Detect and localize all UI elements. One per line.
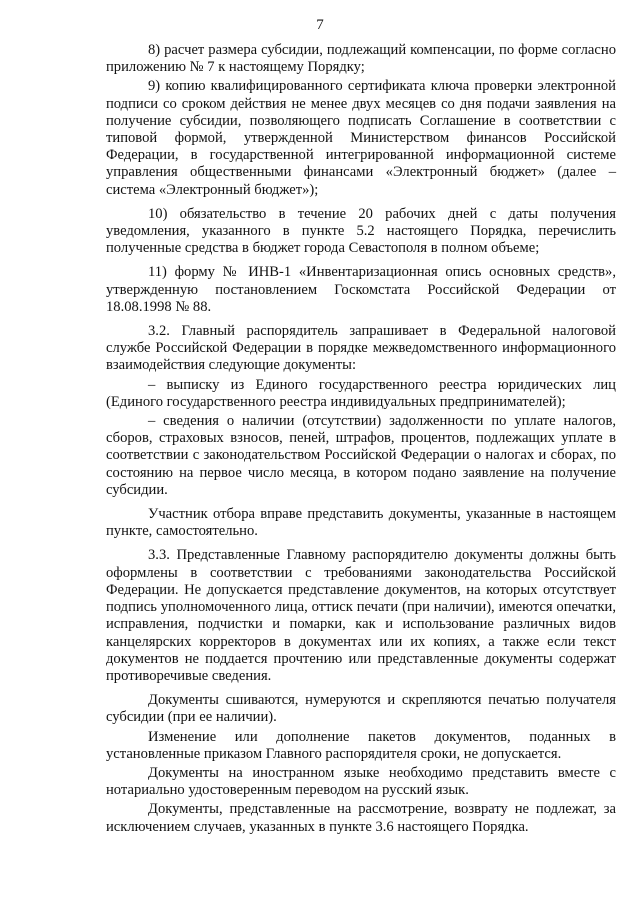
paragraph-section-3-3: 3.3. Представленные Главному распорядителю документы должны быть оформлены в соответствии с требованиями законодательства Российской Федерации. Не допускается представление документов, на которых отсутствует подпись уполномоченного лица, оттиск печати (при наличии), имеются опечатки, исправления, подчистки и помарки, как и использование различных видов канцелярских корректоров в документах или их копиях, а также если текст документов не поддается прочтению или представленные документы содержат противоречивые сведения.: [106, 547, 616, 684]
paragraph-section-3-2: 3.2. Главный распорядитель запрашивает в Федеральной налоговой службе Российской Федерации в порядке межведомственного информационного взаимодействия следующие документы:: [106, 323, 616, 374]
paragraph-item-8: 8) расчет размера субсидии, подлежащий компенсации, по форме согласно приложению № 7 к настоящему Порядку;: [106, 42, 616, 76]
paragraph-item-10: 10) обязательство в течение 20 рабочих дней с даты получения уведомления, указанного в пункте 5.2 настоящего Порядка, перечислить полученные средства в бюджет города Севастополя в полном объеме;: [106, 205, 616, 257]
paragraph-binding: Документы сшиваются, нумеруются и скрепляются печатью получателя субсидии (при ее наличии).: [106, 692, 616, 726]
paragraph-dash-debt-info: – сведения о наличии (отсутствии) задолженности по уплате налогов, сборов, страховых взносов, пеней, штрафов, процентов, подлежащих уплате в соответствии с законодательством Российской Федерации о налогах и сборах, по состоянию на первое число месяца, в котором подано заявление на получение субсидии.: [106, 413, 616, 498]
page-number: 7: [316, 17, 324, 33]
paragraph-item-9: 9) копию квалифицированного сертификата ключа проверки электронной подписи со сроком действия не менее двух месяцев со дня подачи заявления на получение субсидии, позволяющего подписать Соглашение в соответствии с типовой формой, утвержденной Министерством финансов Российской Федерации, в государственной интегрированной информационной системе управления общественными финансами «Электронный бюджет» (далее – система «Электронный бюджет»);: [106, 78, 616, 198]
document-body: [106, 42, 616, 838]
paragraph-no-return: Документы, представленные на рассмотрение, возврату не подлежат, за исключением случаев, указанных в пункте 3.6 настоящего Порядка.: [106, 801, 616, 835]
paragraph-item-11: 11) форму № ИНВ-1 «Инвентаризационная опись основных средств», утвержденную постановлением Госкомстата Российской Федерации от 18.08.1998 № 88.: [106, 264, 616, 315]
paragraph-changes: Изменение или дополнение пакетов документов, поданных в установленные приказом Главного распорядителя сроки, не допускается.: [106, 728, 616, 762]
paragraph-dash-extract: – выписку из Единого государственного реестра юридических лиц (Единого государственного реестра индивидуальных предпринимателей);: [106, 376, 616, 410]
paragraph-participant-right: Участник отбора вправе представить документы, указанные в настоящем пункте, самостоятельно.: [106, 506, 616, 540]
paragraph-foreign-language: Документы на иностранном языке необходимо представить вместе с нотариально удостоверенным переводом на русский язык.: [106, 764, 616, 799]
